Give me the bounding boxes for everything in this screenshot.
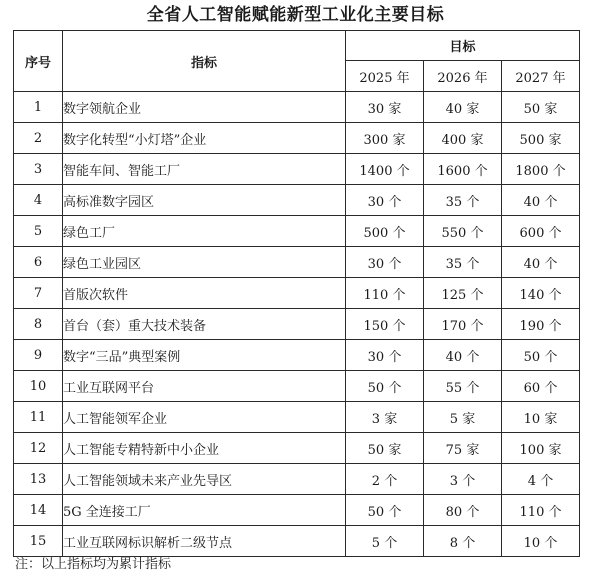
target-2027: 10 家 [502, 402, 580, 433]
target-2026: 75 家 [424, 433, 502, 464]
target-2025: 110 个 [346, 278, 424, 309]
row-number: 10 [14, 371, 63, 402]
target-2025: 30 个 [346, 185, 424, 216]
target-2026: 550 个 [424, 216, 502, 247]
row-number: 14 [14, 495, 63, 526]
table-row [14, 495, 580, 526]
indicator-name: 人工智能专精特新中小企业 [63, 433, 346, 464]
target-2026: 3 个 [424, 464, 502, 495]
row-number: 3 [14, 154, 63, 185]
target-2025: 150 个 [346, 309, 424, 340]
indicator-name: 绿色工厂 [63, 216, 346, 247]
target-2025: 3 家 [346, 402, 424, 433]
target-2027: 60 个 [502, 371, 580, 402]
header-target: 目标 [346, 31, 580, 61]
table-body [14, 92, 580, 557]
target-2026: 8 个 [424, 526, 502, 557]
table-row [14, 278, 580, 309]
indicator-name: 5G 全连接工厂 [63, 495, 346, 526]
target-2027: 10 个 [502, 526, 580, 557]
table-row [14, 340, 580, 371]
header-no: 序号 [14, 31, 63, 92]
indicator-name: 高标准数字园区 [63, 185, 346, 216]
indicator-name: 工业互联网标识解析二级节点 [63, 526, 346, 557]
indicator-name: 智能车间、智能工厂 [63, 154, 346, 185]
row-number: 12 [14, 433, 63, 464]
table-row [14, 309, 580, 340]
target-2027: 50 个 [502, 340, 580, 371]
indicator-name: 首台（套）重大技术装备 [63, 309, 346, 340]
header-row-top [14, 31, 580, 61]
target-2027: 140 个 [502, 278, 580, 309]
table-title: 全省人工智能赋能新型工业化主要目标 [146, 5, 445, 25]
target-2026: 80 个 [424, 495, 502, 526]
table-header [14, 31, 580, 92]
row-number: 4 [14, 185, 63, 216]
header-indicator: 指标 [63, 31, 346, 92]
target-2026: 40 个 [424, 340, 502, 371]
table-row [14, 92, 580, 123]
indicator-name: 绿色工业园区 [63, 247, 346, 278]
indicator-name: 数字化转型“小灯塔”企业 [63, 123, 346, 154]
target-2026: 400 家 [424, 123, 502, 154]
table-row [14, 402, 580, 433]
target-2026: 35 个 [424, 185, 502, 216]
row-number: 1 [14, 92, 63, 123]
footnote: 注：以上指标均为累计指标 [15, 557, 172, 572]
target-2026: 40 家 [424, 92, 502, 123]
target-2025: 300 家 [346, 123, 424, 154]
row-number: 9 [14, 340, 63, 371]
indicator-name: 数字领航企业 [63, 92, 346, 123]
target-2026: 5 家 [424, 402, 502, 433]
target-2026: 1600 个 [424, 154, 502, 185]
target-2025: 5 个 [346, 526, 424, 557]
target-2025: 2 个 [346, 464, 424, 495]
target-2025: 500 个 [346, 216, 424, 247]
target-2026: 170 个 [424, 309, 502, 340]
header-year-2027: 2027 年 [502, 61, 580, 92]
indicator-name: 人工智能领军企业 [63, 402, 346, 433]
table-row [14, 185, 580, 216]
table-row [14, 123, 580, 154]
target-2025: 30 家 [346, 92, 424, 123]
target-2025: 50 家 [346, 433, 424, 464]
row-number: 6 [14, 247, 63, 278]
row-number: 7 [14, 278, 63, 309]
row-number: 2 [14, 123, 63, 154]
table-row [14, 526, 580, 557]
table-row [14, 433, 580, 464]
target-2027: 600 个 [502, 216, 580, 247]
target-2025: 1400 个 [346, 154, 424, 185]
target-2027: 40 个 [502, 185, 580, 216]
indicator-name: 工业互联网平台 [63, 371, 346, 402]
row-number: 15 [14, 526, 63, 557]
targets-table [13, 30, 580, 557]
row-number: 8 [14, 309, 63, 340]
table-row [14, 371, 580, 402]
target-2026: 55 个 [424, 371, 502, 402]
target-2025: 30 个 [346, 247, 424, 278]
target-2027: 110 个 [502, 495, 580, 526]
target-2025: 50 个 [346, 495, 424, 526]
target-2027: 500 家 [502, 123, 580, 154]
target-2027: 4 个 [502, 464, 580, 495]
target-2026: 35 个 [424, 247, 502, 278]
target-2025: 30 个 [346, 340, 424, 371]
row-number: 5 [14, 216, 63, 247]
header-year-2025: 2025 年 [346, 61, 424, 92]
indicator-name: 数字“三品”典型案例 [63, 340, 346, 371]
target-2025: 50 个 [346, 371, 424, 402]
header-year-2026: 2026 年 [424, 61, 502, 92]
target-2027: 190 个 [502, 309, 580, 340]
row-number: 13 [14, 464, 63, 495]
row-number: 11 [14, 402, 63, 433]
table-row [14, 154, 580, 185]
target-2026: 125 个 [424, 278, 502, 309]
target-2027: 100 家 [502, 433, 580, 464]
table-row [14, 464, 580, 495]
target-2027: 40 个 [502, 247, 580, 278]
indicator-name: 首版次软件 [63, 278, 346, 309]
indicator-name: 人工智能领域未来产业先导区 [63, 464, 346, 495]
table-row [14, 216, 580, 247]
target-2027: 50 家 [502, 92, 580, 123]
table-row [14, 247, 580, 278]
target-2027: 1800 个 [502, 154, 580, 185]
